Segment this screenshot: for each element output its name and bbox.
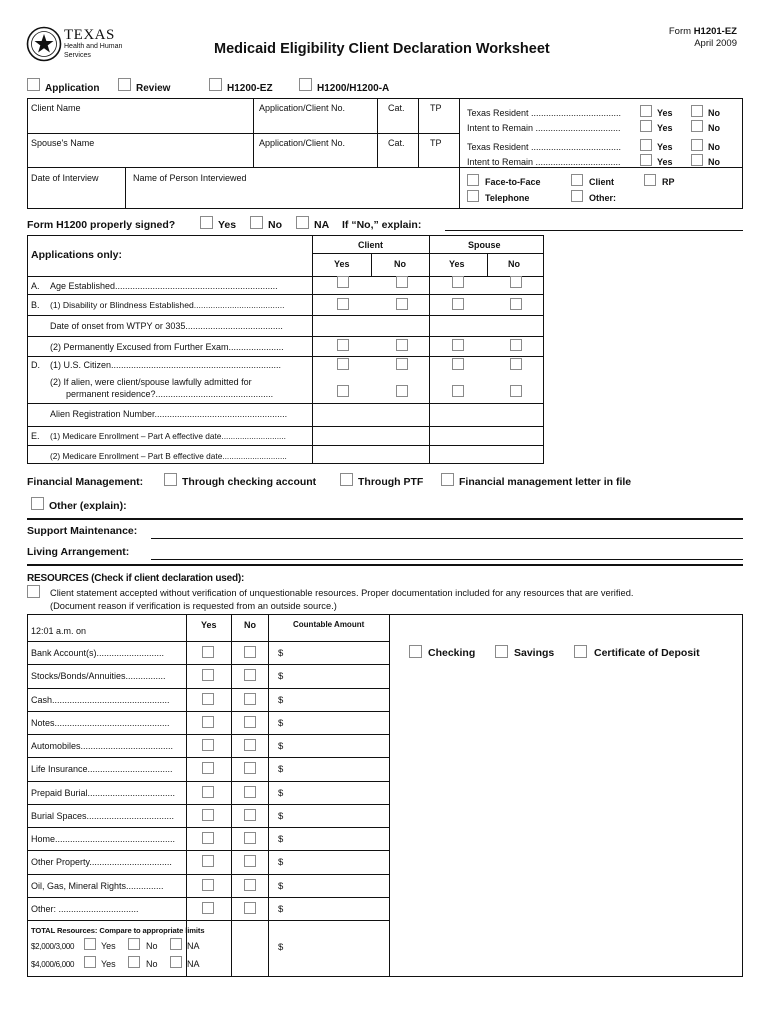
client-intent-yes-checkbox[interactable] xyxy=(640,120,652,132)
resource-yes-checkbox[interactable] xyxy=(202,669,214,681)
resource-dollar-sign[interactable]: $ xyxy=(278,834,284,845)
h1200-a-label: H1200/H1200-A xyxy=(317,83,390,94)
spouse-cat-field[interactable]: Cat. xyxy=(388,138,405,148)
time-label: 12:01 a.m. on xyxy=(31,626,87,636)
h1200-a-checkbox[interactable] xyxy=(299,78,312,91)
signed-explain-label: If “No,” explain: xyxy=(342,219,422,231)
signed-yes-checkbox[interactable] xyxy=(200,216,213,229)
alien-spouse-no-checkbox[interactable] xyxy=(510,385,522,397)
resource-label: Burial Spaces................................... xyxy=(31,810,175,821)
client-info-box xyxy=(27,98,743,209)
spouse-intent-remain-label: Intent to Remain .................................. xyxy=(467,157,621,167)
citizen-spouse-yes-checkbox[interactable] xyxy=(452,358,464,370)
ptf-label: Through PTF xyxy=(358,476,424,488)
client-statement-checkbox[interactable] xyxy=(27,585,40,598)
resource-yes-checkbox[interactable] xyxy=(202,762,214,774)
spouse-texas-resident-label: Texas Resident .................................... xyxy=(467,142,622,152)
spouse-column-header: Spouse xyxy=(468,240,501,250)
resource-no-checkbox[interactable] xyxy=(244,855,256,867)
disability-spouse-no-checkbox[interactable] xyxy=(510,298,522,310)
h1200-ez-checkbox[interactable] xyxy=(209,78,222,91)
resource-label: Stocks/Bonds/Annuities................ xyxy=(31,671,166,682)
resource-no-checkbox[interactable] xyxy=(244,762,256,774)
limit1-yes-checkbox[interactable] xyxy=(84,938,96,950)
resource-label: Prepaid Burial................................... xyxy=(31,787,176,798)
resource-yes-checkbox[interactable] xyxy=(202,832,214,844)
resource-label: Cash............................................... xyxy=(31,694,170,705)
citizen-spouse-no-checkbox[interactable] xyxy=(510,358,522,370)
rp-checkbox[interactable] xyxy=(644,174,656,186)
excused-spouse-yes-checkbox[interactable] xyxy=(452,339,464,351)
signed-no-label: No xyxy=(268,219,282,231)
person-interviewed-field[interactable]: Name of Person Interviewed xyxy=(133,173,247,183)
app-client-no-field[interactable]: Application/Client No. xyxy=(259,103,346,113)
form-signed-question: Form H1200 properly signed? xyxy=(27,219,176,231)
form-number: Form H1201-EZ xyxy=(668,26,737,37)
client-no-header: No xyxy=(394,259,406,269)
fm-other-line[interactable] xyxy=(27,518,743,520)
resource-label: Automobiles..................................... xyxy=(31,741,174,751)
yes-label: Yes xyxy=(657,157,673,167)
total-dollar-sign: $ xyxy=(278,942,284,953)
disability-label: (1) Disability or Blindness Established...................................... xyxy=(50,300,285,310)
cd-label: Certificate of Deposit xyxy=(594,647,700,659)
excused-label: (2) Permanently Excused from Further Exam...................... xyxy=(50,342,284,352)
resource-dollar-sign[interactable]: $ xyxy=(278,880,284,892)
onset-date-label: Date of onset from WTPY or 3035....................................... xyxy=(50,321,283,331)
resource-yes-checkbox[interactable] xyxy=(202,855,214,867)
resource-no-checkbox[interactable] xyxy=(244,646,256,658)
client-statement-text: Client statement accepted without verification of unquestionable resources. Proper documentation included for any resources that are verified. xyxy=(50,588,634,598)
alien-question-line2: permanent residence?............................................... xyxy=(66,389,274,399)
cat-field[interactable]: Cat. xyxy=(388,103,405,113)
resource-label: Bank Account(s)........................... xyxy=(31,648,165,658)
applications-only-title: Applications only: xyxy=(31,249,123,261)
resource-yes-checkbox[interactable] xyxy=(202,809,214,821)
resource-dollar-sign[interactable]: $ xyxy=(278,764,284,776)
cd-checkbox[interactable] xyxy=(574,645,587,658)
client-interviewed-checkbox[interactable] xyxy=(571,174,583,186)
spouse-tp-field[interactable]: TP xyxy=(430,138,442,148)
financial-management-label: Financial Management: xyxy=(27,476,144,488)
fm-letter-label: Financial management letter in file xyxy=(459,476,632,488)
client-column-header: Client xyxy=(358,240,384,250)
limit2-yes-label: Yes xyxy=(101,959,116,969)
alien-registration-label: Alien Registration Number..................................................... xyxy=(50,409,288,419)
savings-checkbox[interactable] xyxy=(495,645,508,658)
intent-remain-label: Intent to Remain .................................. xyxy=(467,123,621,133)
resource-label: Other Property................................. xyxy=(31,857,172,868)
client-name-field[interactable]: Client Name xyxy=(31,103,81,113)
client-yes-header: Yes xyxy=(334,259,350,269)
resource-no-checkbox[interactable] xyxy=(244,669,256,681)
limit2-no-checkbox[interactable] xyxy=(128,956,140,968)
resource-dollar-sign[interactable]: $ xyxy=(278,648,284,659)
limit-1-label: $2,000/3,000 xyxy=(31,942,75,951)
total-resources-label: TOTAL Resources: Compare to appropriate limits xyxy=(31,926,205,935)
texas-resident-label: Texas Resident .................................... xyxy=(467,108,622,118)
limit1-na-checkbox[interactable] xyxy=(170,938,182,950)
resource-label: Oil, Gas, Mineral Rights............... xyxy=(31,880,164,891)
resource-yes-checkbox[interactable] xyxy=(202,716,214,728)
age-established-label: Age Established................................................................. xyxy=(50,281,278,291)
section-a: A. xyxy=(31,281,40,291)
rp-label: RP xyxy=(662,177,675,187)
resource-yes-checkbox[interactable] xyxy=(202,902,214,914)
section-b: B. xyxy=(31,300,40,310)
form-date: April 2009 xyxy=(694,38,737,49)
other-interviewed-checkbox[interactable] xyxy=(571,190,583,202)
resource-yes-checkbox[interactable] xyxy=(202,786,214,798)
resource-yes-checkbox[interactable] xyxy=(202,739,214,751)
logo-texas: TEXAS xyxy=(64,27,115,43)
resource-yes-checkbox[interactable] xyxy=(202,646,214,658)
yes-label: Yes xyxy=(657,123,673,133)
tp-field[interactable]: TP xyxy=(430,103,442,113)
signed-no-checkbox[interactable] xyxy=(250,216,263,229)
checking-checkbox[interactable] xyxy=(409,645,422,658)
limit1-yes-label: Yes xyxy=(101,941,116,951)
resource-label: Life Insurance.................................. xyxy=(31,764,173,775)
no-label: No xyxy=(708,123,720,133)
countable-amount-header: Countable Amount xyxy=(293,620,365,629)
resource-dollar-sign[interactable]: $ xyxy=(278,787,284,799)
application-checkbox[interactable] xyxy=(27,78,40,91)
checking-account-checkbox[interactable] xyxy=(164,473,177,486)
part-a-label: (1) Medicare Enrollment – Part A effective date............................ xyxy=(50,431,286,441)
logo-line1: Health and Human xyxy=(64,43,123,50)
resource-no-checkbox[interactable] xyxy=(244,786,256,798)
yes-label: Yes xyxy=(657,142,673,152)
alien-client-yes-checkbox[interactable] xyxy=(337,385,349,397)
face-to-face-checkbox[interactable] xyxy=(467,174,479,186)
no-label: No xyxy=(708,142,720,152)
client-interviewed-label: Client xyxy=(589,177,615,187)
resource-dollar-sign[interactable]: $ xyxy=(278,741,284,752)
checking-account-label: Through checking account xyxy=(182,476,317,488)
review-label: Review xyxy=(136,83,171,94)
savings-label: Savings xyxy=(514,647,555,659)
limit-2-label: $4,000/6,000 xyxy=(31,960,75,969)
resource-no-checkbox[interactable] xyxy=(244,832,256,844)
resource-yes-checkbox[interactable] xyxy=(202,693,214,705)
fm-other-label: Other (explain): xyxy=(49,500,127,512)
excused-client-yes-checkbox[interactable] xyxy=(337,339,349,351)
explain-line[interactable] xyxy=(445,230,743,231)
spouse-intent-yes-checkbox[interactable] xyxy=(640,154,652,166)
disability-client-yes-checkbox[interactable] xyxy=(337,298,349,310)
spouse-no-header: No xyxy=(508,259,520,269)
resources-title: RESOURCES (Check if client declaration used): xyxy=(27,573,245,584)
limit1-no-label: No xyxy=(146,941,158,951)
application-label: Application xyxy=(45,83,100,94)
logo-line2: Services xyxy=(64,52,91,59)
signed-na-label: NA xyxy=(314,219,330,231)
res-no-header: No xyxy=(244,620,256,630)
resource-label: Home................................................ xyxy=(31,834,176,844)
telephone-label: Telephone xyxy=(485,193,530,203)
resource-dollar-sign[interactable]: $ xyxy=(278,857,284,869)
age-spouse-no-checkbox[interactable] xyxy=(510,276,522,288)
resource-dollar-sign[interactable]: $ xyxy=(278,903,284,915)
citizen-client-yes-checkbox[interactable] xyxy=(337,358,349,370)
limit2-yes-checkbox[interactable] xyxy=(84,956,96,968)
resource-label: Notes.............................................. xyxy=(31,717,170,728)
disability-client-no-checkbox[interactable] xyxy=(396,298,408,310)
client-resident-yes-checkbox[interactable] xyxy=(640,105,652,117)
part-b-label: (2) Medicare Enrollment – Part B effective date............................ xyxy=(50,451,287,461)
alien-question-line1: (2) If alien, were client/spouse lawfully admitted for xyxy=(50,377,252,387)
resource-dollar-sign[interactable]: $ xyxy=(278,671,284,683)
texas-seal-icon xyxy=(26,26,62,62)
review-checkbox[interactable] xyxy=(118,78,131,91)
client-resident-no-checkbox[interactable] xyxy=(691,105,703,117)
spouse-resident-yes-checkbox[interactable] xyxy=(640,139,652,151)
resource-no-checkbox[interactable] xyxy=(244,739,256,751)
excused-spouse-no-checkbox[interactable] xyxy=(510,339,522,351)
resource-no-checkbox[interactable] xyxy=(244,693,256,705)
spouse-name-field[interactable]: Spouse's Name xyxy=(31,138,95,148)
face-to-face-label: Face-to-Face xyxy=(485,177,541,187)
resource-dollar-sign[interactable]: $ xyxy=(278,694,284,706)
limit2-na-label: NA xyxy=(187,959,200,969)
signed-yes-label: Yes xyxy=(218,219,237,231)
support-maintenance-line[interactable] xyxy=(151,538,743,539)
no-label: No xyxy=(708,157,720,167)
resource-dollar-sign[interactable]: $ xyxy=(278,810,284,822)
resource-dollar-sign[interactable]: $ xyxy=(278,717,284,729)
alien-client-no-checkbox[interactable] xyxy=(396,385,408,397)
page-title: Medicaid Eligibility Client Declaration Worksheet xyxy=(214,41,550,57)
spouse-resident-no-checkbox[interactable] xyxy=(691,139,703,151)
no-label: No xyxy=(708,108,720,118)
spouse-app-no-field[interactable]: Application/Client No. xyxy=(259,138,346,148)
ptf-checkbox[interactable] xyxy=(340,473,353,486)
section-d: D. xyxy=(31,360,40,370)
living-arrangement-line[interactable] xyxy=(151,559,743,560)
citizen-client-no-checkbox[interactable] xyxy=(396,358,408,370)
section-divider xyxy=(27,564,743,566)
living-arrangement-label: Living Arrangement: xyxy=(27,546,130,558)
telephone-checkbox[interactable] xyxy=(467,190,479,202)
section-e: E. xyxy=(31,431,40,441)
spouse-yes-header: Yes xyxy=(449,259,465,269)
limit1-no-checkbox[interactable] xyxy=(128,938,140,950)
other-interviewed-label: Other: xyxy=(589,193,616,203)
resource-no-checkbox[interactable] xyxy=(244,809,256,821)
resource-yes-checkbox[interactable] xyxy=(202,879,214,891)
date-interview-field[interactable]: Date of Interview xyxy=(31,173,99,183)
disability-spouse-yes-checkbox[interactable] xyxy=(452,298,464,310)
fm-letter-checkbox[interactable] xyxy=(441,473,454,486)
limit1-na-label: NA xyxy=(187,941,200,951)
resource-no-checkbox[interactable] xyxy=(244,716,256,728)
age-client-yes-checkbox[interactable] xyxy=(337,276,349,288)
age-spouse-yes-checkbox[interactable] xyxy=(452,276,464,288)
spouse-intent-no-checkbox[interactable] xyxy=(691,154,703,166)
us-citizen-label: (1) U.S. Citizen.................................................................... xyxy=(50,360,282,370)
resource-no-checkbox[interactable] xyxy=(244,879,256,891)
signed-na-checkbox[interactable] xyxy=(296,216,309,229)
yes-label: Yes xyxy=(657,108,673,118)
checking-label: Checking xyxy=(428,647,476,659)
document-reason-text: (Document reason if verification is requested from an outside source.) xyxy=(50,601,337,611)
excused-client-no-checkbox[interactable] xyxy=(396,339,408,351)
age-client-no-checkbox[interactable] xyxy=(396,276,408,288)
support-maintenance-label: Support Maintenance: xyxy=(27,525,138,537)
alien-spouse-yes-checkbox[interactable] xyxy=(452,385,464,397)
client-intent-no-checkbox[interactable] xyxy=(691,120,703,132)
resource-no-checkbox[interactable] xyxy=(244,902,256,914)
fm-other-checkbox[interactable] xyxy=(31,497,44,510)
h1200-ez-label: H1200-EZ xyxy=(227,83,273,94)
limit2-na-checkbox[interactable] xyxy=(170,956,182,968)
resource-label: Other: ................................ xyxy=(31,903,139,914)
res-yes-header: Yes xyxy=(201,620,217,630)
limit2-no-label: No xyxy=(146,959,158,969)
